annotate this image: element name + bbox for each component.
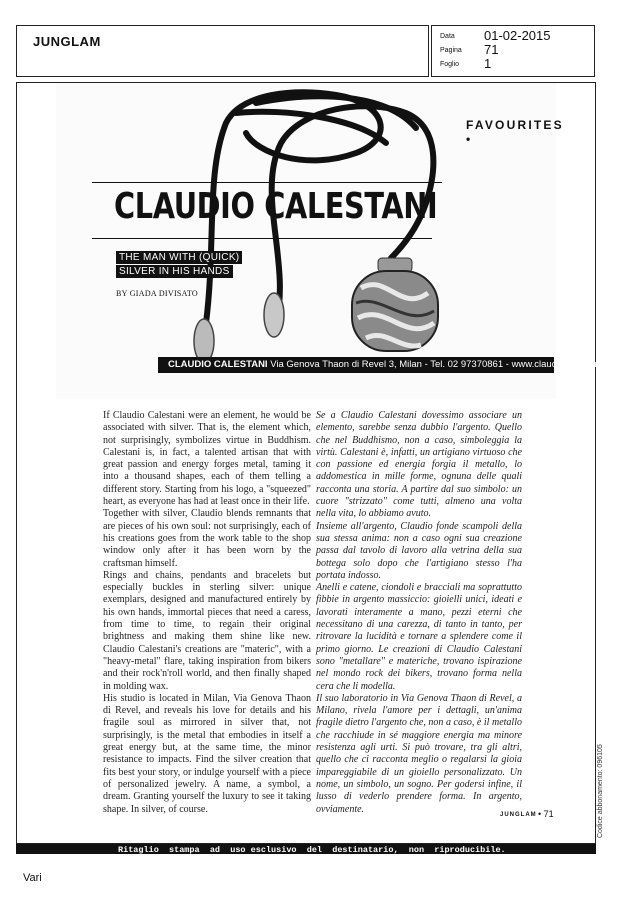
byline: BY GIADA DIVISATO [116, 289, 198, 298]
date-label: Data [440, 33, 455, 40]
italian-paragraph: Anelli e catene, ciondoli e bracciali ma soprattutto fibbie in argento massiccio: gioielli unici, ideati e lavorati interamente a mano, pezzi eterni che necessitano di una carezza, di tanto in tanto, per ritrovare la lucidità e tornare a splendere come il primo giorno. Le creazioni di Claudio Calestani sono "metallare" e materiche, trovano ispirazione nel mondo rock dei bikers, trovano forma nella cera che li modella. [316, 582, 522, 692]
date-row [440, 28, 551, 43]
section-category: Vari [23, 872, 42, 884]
english-column [103, 410, 311, 816]
english-paragraph: Rings and chains, pendants and bracelets but especially buckles in sterling silver: unique exemplars, designed and manufactured entirely by his own hands, immortal pieces that need a caress, from time to time, to regain their original brightness and making them shine like new. Claudio Calestani's creations are "materic", with a "heavy-metal" flare, taking inspiration from bikers and their rock'n'roll world, and then finally shaped in molding wax. [103, 569, 311, 692]
subscription-code: Codice abbonamento: 096105 [597, 744, 604, 838]
title-rule-bottom [92, 238, 432, 239]
page-row [440, 42, 499, 57]
article-photo [56, 83, 610, 399]
italian-paragraph: Insieme all'argento, Claudio fonde scampoli della sua stessa anima: non a caso ogni sua creazione passa dal tavolo di lavoro alla vetrina della sua bottega solo dopo che l'artigiano stesso l'ha portata indosso. [316, 520, 522, 581]
caption-details: Via Genova Thaon di Revel 3, Milan - Tel. 02 97370861 - www.claudiocalestani.it [270, 359, 610, 370]
silver-pendant-image [352, 258, 438, 351]
footer-magazine-mark: JUNGLAM [500, 812, 537, 818]
footer-page-number: • 71 [538, 809, 554, 819]
subtitle-line-2: SILVER IN HIS HANDS [116, 265, 233, 278]
header-meta-box [431, 25, 595, 77]
sheet-label: Foglio [440, 61, 460, 68]
italian-paragraph: Se a Claudio Calestani dovessimo associare un elemento, sarebbe senza dubbio l'argento. Quello che nel Buddhismo, non a caso, simboleggia la virtù. Calestani è, infatti, un artigiano virtuoso che con passione ed energia forgia il metallo, lo addomestica in mille forme, ognuna delle quali racconta una storia. A partire dal suo simbolo: un cuore "strizzato" come tutti, almeno una volta nella vita, lo abbiamo avuto. [316, 410, 522, 520]
page-value: 71 [484, 42, 499, 57]
english-paragraph: If Claudio Calestani were an element, he would be associated with silver. That is, the element which, not surprisingly, symbolizes virtue in Buddhism. Calestani is, in fact, a talented artisan that with great passion and energy forges metal, taming it into a thousand shapes, each of them telling a different story. Starting from his logo, a "squeezed" heart, as everyone has had at least once in their life. [103, 410, 311, 508]
english-paragraph: His studio is located in Milan, Via Genova Thaon di Revel, and reveals his love for details and his fragile soul as mirrored in silver that, not surprisingly, is the metal that embodies in itself a great energy but, at the same time, the minor resistance to impacts. Find the silver creation that fits best your story, or indulge yourself with a piece of personalized jewelry. A name, a symbol, a dream. Granting yourself the luxury to see it taking shape. In silver, of course. [103, 692, 311, 815]
header-publication-box [16, 25, 429, 77]
english-paragraph: Together with silver, Claudio blends remnants that are pieces of his own soul: not surprisingly, each of his creations goes from the work table to the shop window only after it has been worn by the craftsman himself. [103, 508, 311, 569]
reproduction-notice: Ritaglio stampa ad uso esclusivo del destinatario, non riproducibile. [118, 845, 506, 855]
date-value: 01-02-2015 [484, 28, 551, 43]
sheet-value: 1 [484, 56, 492, 71]
caption-name: CLAUDIO CALESTANI [168, 359, 268, 370]
subtitle-line-1: THE MAN WITH (QUICK) [116, 251, 242, 264]
italian-paragraph: Il suo laboratorio in Via Genova Thaon di Revel, a Milano, rivela l'amore per i dettagli, un'anima fragile dietro l'argento che, non a caso, è il metallo che racchiude in sé maggiore energia ma minore resistenza agli urti. Si può trovare, tra gli altri, quello che ci racconta meglio o regalarsi la gioia impareggiabile di un gioiello personalizzato. Un nome, un simbolo, un sogno. Per godersi infine, il lusso di vederlo prendere forma. In argento, ovviamente. [316, 692, 522, 815]
page-label: Pagina [440, 47, 462, 54]
italian-column [316, 410, 522, 816]
publication-name: JUNGLAM [33, 34, 101, 49]
shop-caption [158, 357, 610, 373]
section-label: FAVOURITES • [466, 118, 564, 146]
sheet-row [440, 56, 492, 71]
title-rule-top [92, 182, 442, 183]
article-title: CLAUDIO CALESTANI [114, 186, 438, 227]
